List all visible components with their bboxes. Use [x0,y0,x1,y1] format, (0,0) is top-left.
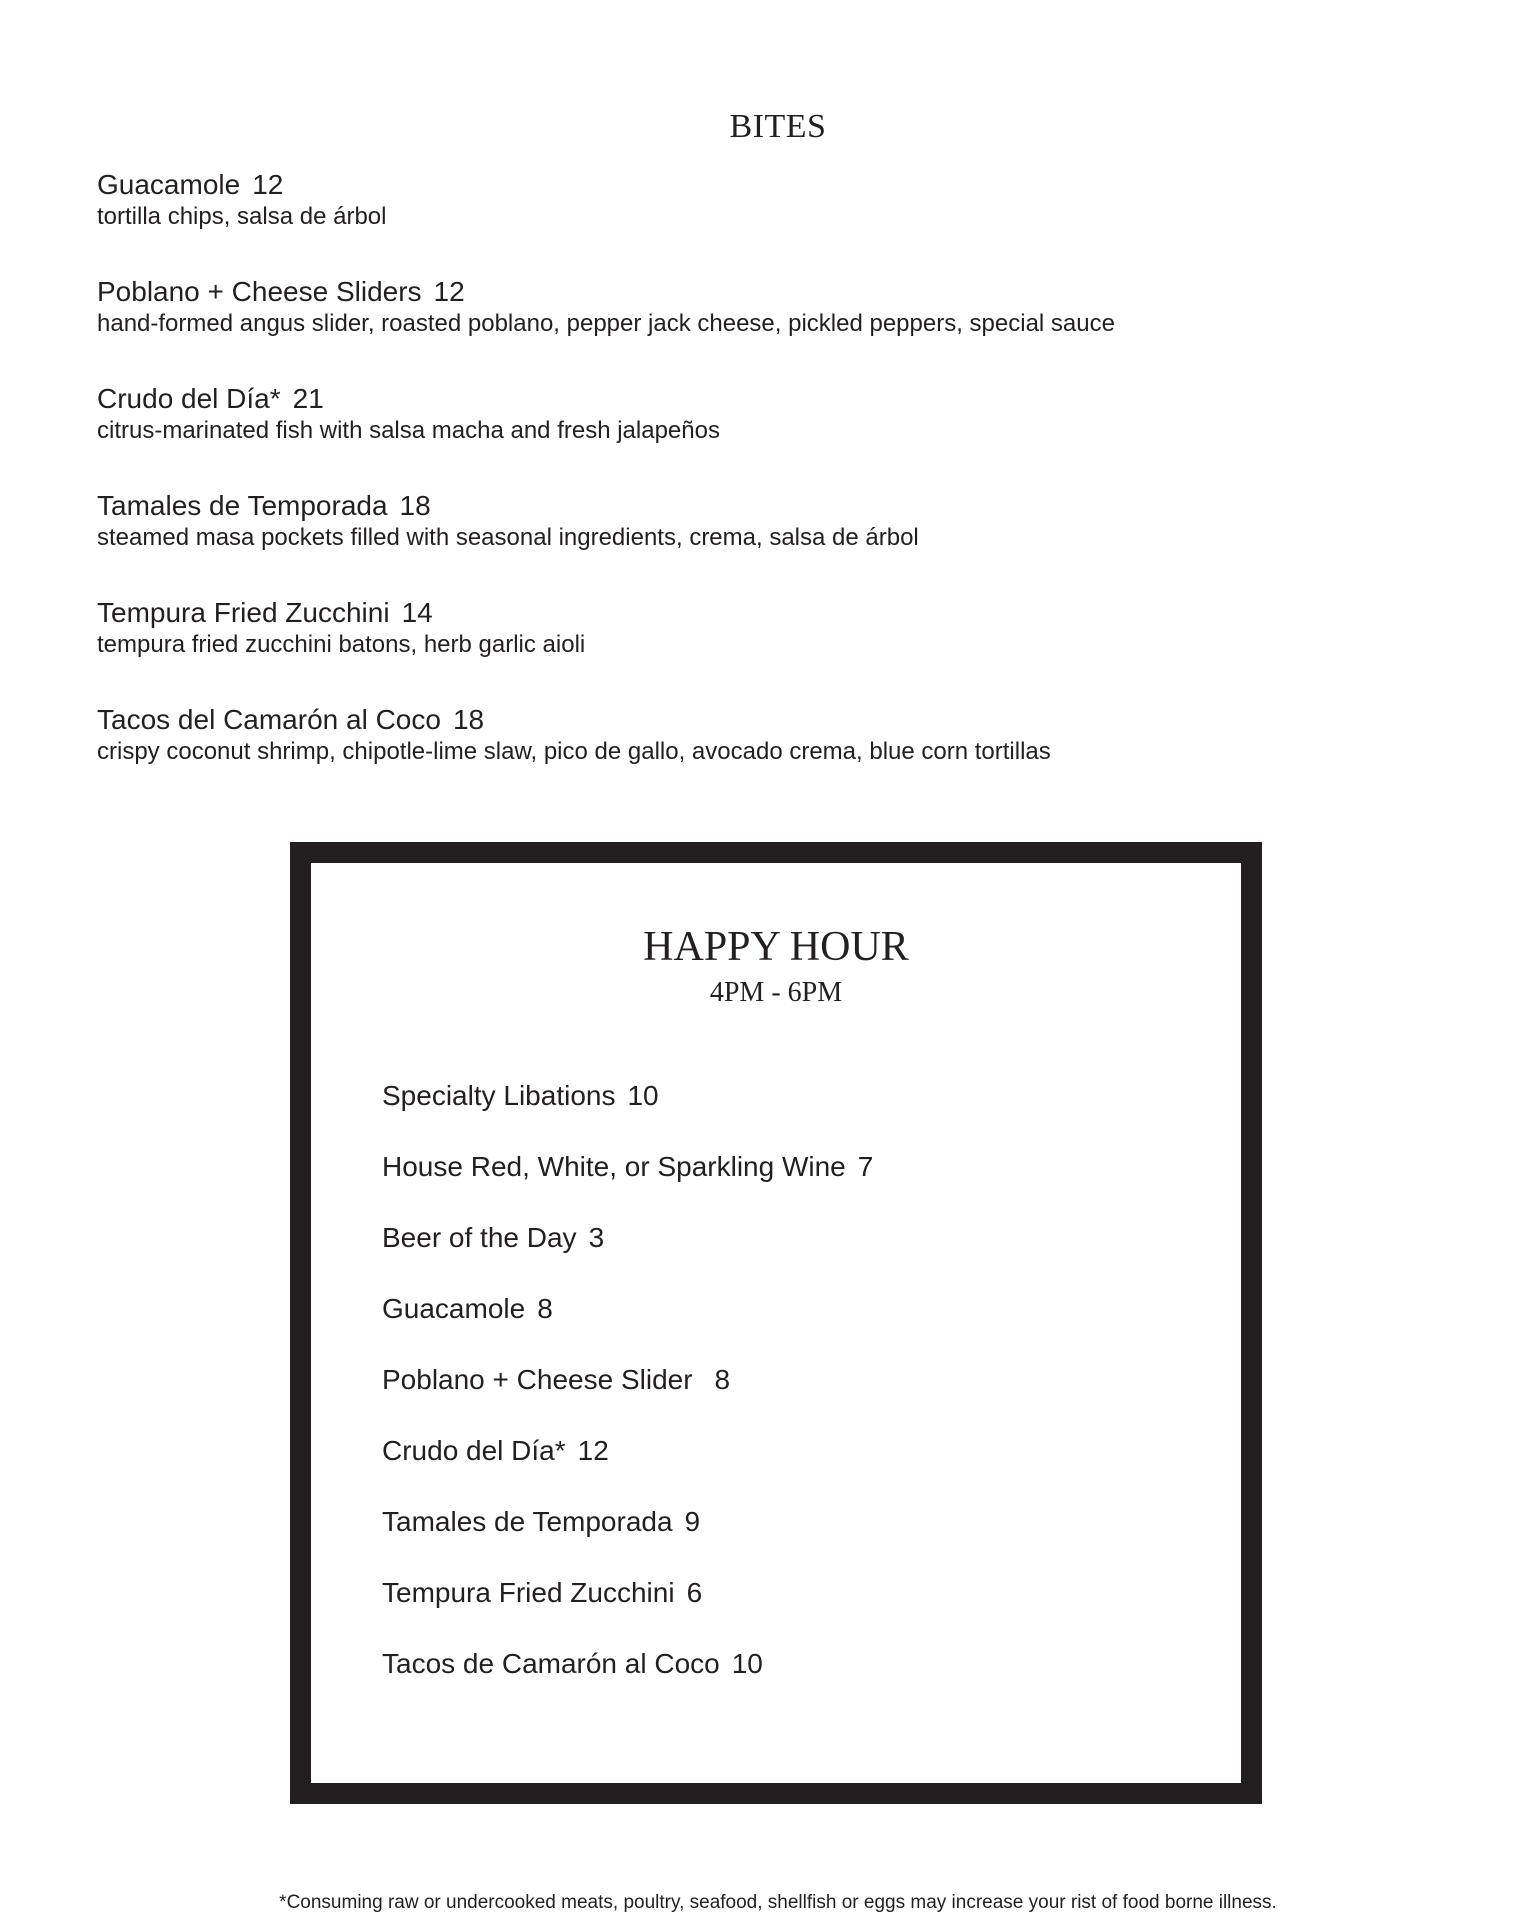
happy-hour-item [382,1363,873,1434]
bite-name: Poblano + Cheese Sliders [97,276,422,307]
happy-hour-item-name: House Red, White, or Sparkling Wine [382,1151,846,1182]
happy-hour-item-price: 10 [627,1080,659,1111]
happy-hour-item-price: 8 [714,1364,731,1395]
happy-hour-item [382,1150,873,1221]
happy-hour-item-name: Crudo del Día* [382,1435,566,1466]
bite-name-line [97,382,1437,416]
happy-hour-item-price: 9 [684,1506,701,1537]
bite-item [97,703,1437,810]
happy-hour-item [382,1505,873,1576]
bite-description: hand-formed angus slider, roasted poblano, pepper jack cheese, pickled peppers, special sauce [97,310,1115,337]
happy-hour-item-price: 12 [577,1435,609,1466]
happy-hour-time: 4PM - 6PM [709,977,843,1008]
bite-item [97,596,1437,703]
bite-name-line [97,168,1437,202]
bite-name: Guacamole [97,169,241,200]
bites-list [97,168,1437,810]
happy-hour-item-price: 8 [537,1293,553,1324]
happy-hour-item [382,1647,873,1718]
bite-price: 12 [433,276,465,307]
bite-item [97,168,1437,275]
happy-hour-item-name: Poblano + Cheese Slider [382,1364,693,1395]
happy-hour-item [382,1221,873,1292]
bite-price: 21 [292,383,324,414]
bite-name-line [97,703,1437,737]
bite-name-line [97,489,1437,523]
bite-item [97,489,1437,596]
happy-hour-item [382,1079,873,1150]
bite-description: steamed masa pockets filled with seasonal ingredients, crema, salsa de árbol [97,524,919,551]
bite-price: 18 [452,704,485,735]
bite-description: tortilla chips, salsa de árbol [97,203,387,230]
bite-name: Tacos del Camarón al Coco [97,704,441,735]
bite-item [97,275,1437,382]
bite-name-line [97,596,1437,630]
happy-hour-item [382,1576,873,1647]
bite-name: Tamales de Temporada [97,490,388,521]
bite-description: citrus-marinated fish with salsa macha and fresh jalapeños [97,417,720,444]
happy-hour-item-price: 10 [731,1648,763,1679]
happy-hour-item [382,1434,873,1505]
happy-hour-box [290,842,1262,1804]
bite-description: crispy coconut shrimp, chipotle-lime slaw, pico de gallo, avocado crema, blue corn tortillas [97,738,1051,765]
bite-name: Crudo del Día* [97,383,281,414]
bite-price: 12 [252,169,284,200]
happy-hour-item-price: 3 [588,1222,605,1253]
happy-hour-item [382,1292,873,1363]
happy-hour-item-name: Guacamole [382,1293,526,1324]
happy-hour-item-price: 7 [857,1151,874,1182]
bite-name-line [97,275,1437,309]
bite-name: Tempura Fried Zucchini [97,597,390,628]
happy-hour-item-name: Specialty Libations [382,1080,616,1111]
happy-hour-item-name: Tacos de Camarón al Coco [382,1648,720,1679]
bite-description: tempura fried zucchini batons, herb garlic aioli [97,631,586,658]
bite-price: 14 [401,597,433,628]
happy-hour-item-name: Beer of the Day [382,1222,577,1253]
happy-hour-item-price: 6 [686,1577,703,1608]
happy-hour-item-name: Tamales de Temporada [382,1506,673,1537]
happy-hour-title: HAPPY HOUR [643,924,909,970]
happy-hour-item-name: Tempura Fried Zucchini [382,1577,675,1608]
bite-item [97,382,1437,489]
bites-title: BITES [729,108,827,145]
food-safety-footnote: *Consuming raw or undercooked meats, poultry, seafood, shellfish or eggs may increase your rist of food borne illness. [279,1892,1277,1913]
happy-hour-list [382,1079,873,1718]
bite-price: 18 [399,490,431,521]
